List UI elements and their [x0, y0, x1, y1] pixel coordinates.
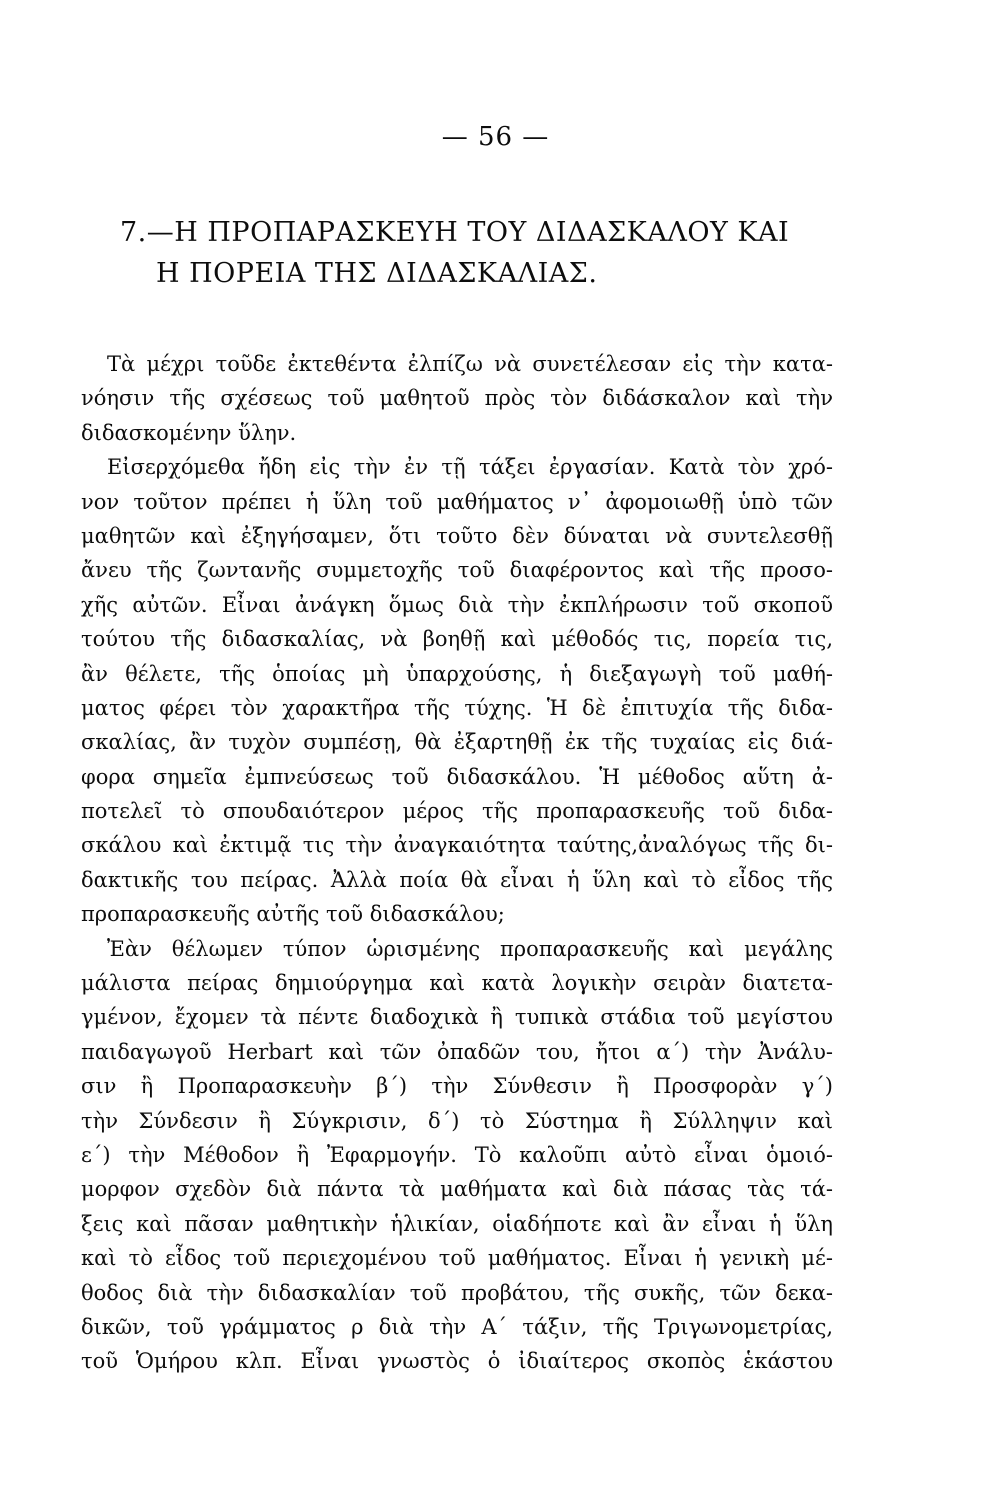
text-line: νόησιν τῆς σχέσεως τοῦ μαθητοῦ πρὸς τὸν διδάσκαλον καὶ τὴν: [81, 386, 833, 411]
text-line: μαθητῶν καὶ ἐξηγήσαμεν, ὅτι τοῦτο δὲν δύναται νὰ συντελεσθῇ: [81, 523, 833, 548]
text-line: ματος φέρει τὸν χαρακτῆρα τῆς τύχης. Ἡ δὲ ἐπιτυχία τῆς διδα-: [81, 695, 833, 720]
text-line: τὴν Σύνδεσιν ἢ Σύγκρισιν, δ΄) τὸ Σύστημα ἢ Σύλληψιν καὶ: [81, 1108, 833, 1133]
text-line: ἂν θέλετε, τῆς ὁποίας μὴ ὑπαρχούσης, ἡ διεξαγωγὴ τοῦ μαθή-: [81, 661, 833, 686]
text-line: διδασκομένην ὕλην.: [81, 420, 297, 445]
chapter-title-line-2: Η ΠΟΡΕΙΑ ΤΗΣ ΔΙΔΑΣΚΑΛΙΑΣ.: [156, 258, 598, 289]
text-line: ξεις καὶ πᾶσαν μαθητικὴν ἡλικίαν, οἱαδήποτε καὶ ἂν εἶναι ἡ ὕλη: [81, 1211, 833, 1236]
text-line: ἄνευ τῆς ζωντανῆς συμμετοχῆς τοῦ διαφέροντος καὶ τῆς προσο-: [81, 558, 833, 583]
text-line: γμένον, ἔχομεν τὰ πέντε διαδοχικὰ ἢ τυπικὰ στάδια τοῦ μεγίστου: [81, 1005, 833, 1030]
text-line: Εἰσερχόμεθα ἤδη εἰς τὴν ἐν τῇ τάξει ἐργασίαν. Κατὰ τὸν χρό-: [107, 455, 833, 480]
text-line: ε΄) τὴν Μέθοδον ἢ Ἐφαρμογήν. Τὸ καλοῦπι αὐτὸ εἶναι ὁμοιό-: [81, 1142, 833, 1167]
text-line: χῆς αὐτῶν. Εἶναι ἀνάγκη ὅμως διὰ τὴν ἐκπλήρωσιν τοῦ σκοποῦ: [81, 592, 833, 617]
text-line: δακτικῆς του πείρας. Ἀλλὰ ποία θὰ εἶναι ἡ ὕλη καὶ τὸ εἶδος τῆς: [81, 867, 833, 892]
text-line: παιδαγωγοῦ Herbart καὶ τῶν ὀπαδῶν του, ἤτοι α΄) τὴν Ἀνάλυ-: [81, 1039, 833, 1064]
text-line: Τὰ μέχρι τοῦδε ἐκτεθέντα ἐλπίζω νὰ συνετέλεσαν εἰς τὴν κατα-: [107, 352, 833, 376]
text-line: σιν ἢ Προπαρασκευὴν β΄) τὴν Σύνθεσιν ἢ Προσφορὰν γ΄): [81, 1074, 833, 1099]
chapter-title: [120, 212, 880, 294]
text-line: μάλιστα πείρας δημιούργημα καὶ κατὰ λογικὴν σειρὰν διατετα-: [81, 971, 833, 996]
chapter-title-line-1: 7.—Η ΠΡΟΠΑΡΑΣΚΕΥΗ ΤΟΥ ΔΙΔΑΣΚΑΛΟΥ ΚΑΙ: [120, 217, 790, 248]
text-line: καὶ τὸ εἶδος τοῦ περιεχομένου τοῦ μαθήματος. Εἶναι ἡ γενικὴ μέ-: [81, 1246, 833, 1271]
text-line: Ἐὰν θέλωμεν τύπον ὡρισμένης προπαρασκευῆς καὶ μεγάλης: [107, 936, 833, 961]
text-line: σκαλίας, ἂν τυχὸν συμπέσῃ, θὰ ἐξαρτηθῇ ἐκ τῆς τυχαίας εἰς διά-: [81, 730, 833, 755]
body-text: [81, 347, 833, 1379]
text-line: σκάλου καὶ ἐκτιμᾷ τις τὴν ἀναγκαιότητα ταύτης,ἀναλόγως τῆς δι-: [81, 833, 833, 858]
text-line: τούτου τῆς διδασκαλίας, νὰ βοηθῇ καὶ μέθοδός τις, πορεία τις,: [81, 627, 833, 652]
text-line: μορφον σχεδὸν διὰ πάντα τὰ μαθήματα καὶ διὰ πάσας τὰς τά-: [81, 1177, 833, 1202]
text-line: δικῶν, τοῦ γράμματος ρ διὰ τὴν Α΄ τάξιν, τῆς Τριγωνομετρίας,: [81, 1314, 833, 1339]
text-line: νον τοῦτον πρέπει ἡ ὕλη τοῦ μαθήματος ν᾿ ἀφομοιωθῇ ὑπὸ τῶν: [81, 489, 833, 514]
text-line: τοῦ Ὁμήρου κλπ. Εἶναι γνωστὸς ὁ ἰδιαίτερος σκοπὸς ἑκάστου: [81, 1349, 833, 1374]
text-line: ποτελεῖ τὸ σπουδαιότερον μέρος τῆς προπαρασκευῆς τοῦ διδα-: [81, 799, 833, 824]
page-number: — 56 —: [441, 122, 550, 152]
text-line: προπαρασκευῆς αὐτῆς τοῦ διδασκάλου;: [81, 902, 505, 927]
text-line: φορα σημεῖα ἐμπνεύσεως τοῦ διδασκάλου. Ἡ μέθοδος αὕτη ἀ-: [81, 764, 833, 789]
text-line: θοδος διὰ τὴν διδασκαλίαν τοῦ προβάτου, τῆς συκῆς, τῶν δεκα-: [81, 1280, 833, 1305]
